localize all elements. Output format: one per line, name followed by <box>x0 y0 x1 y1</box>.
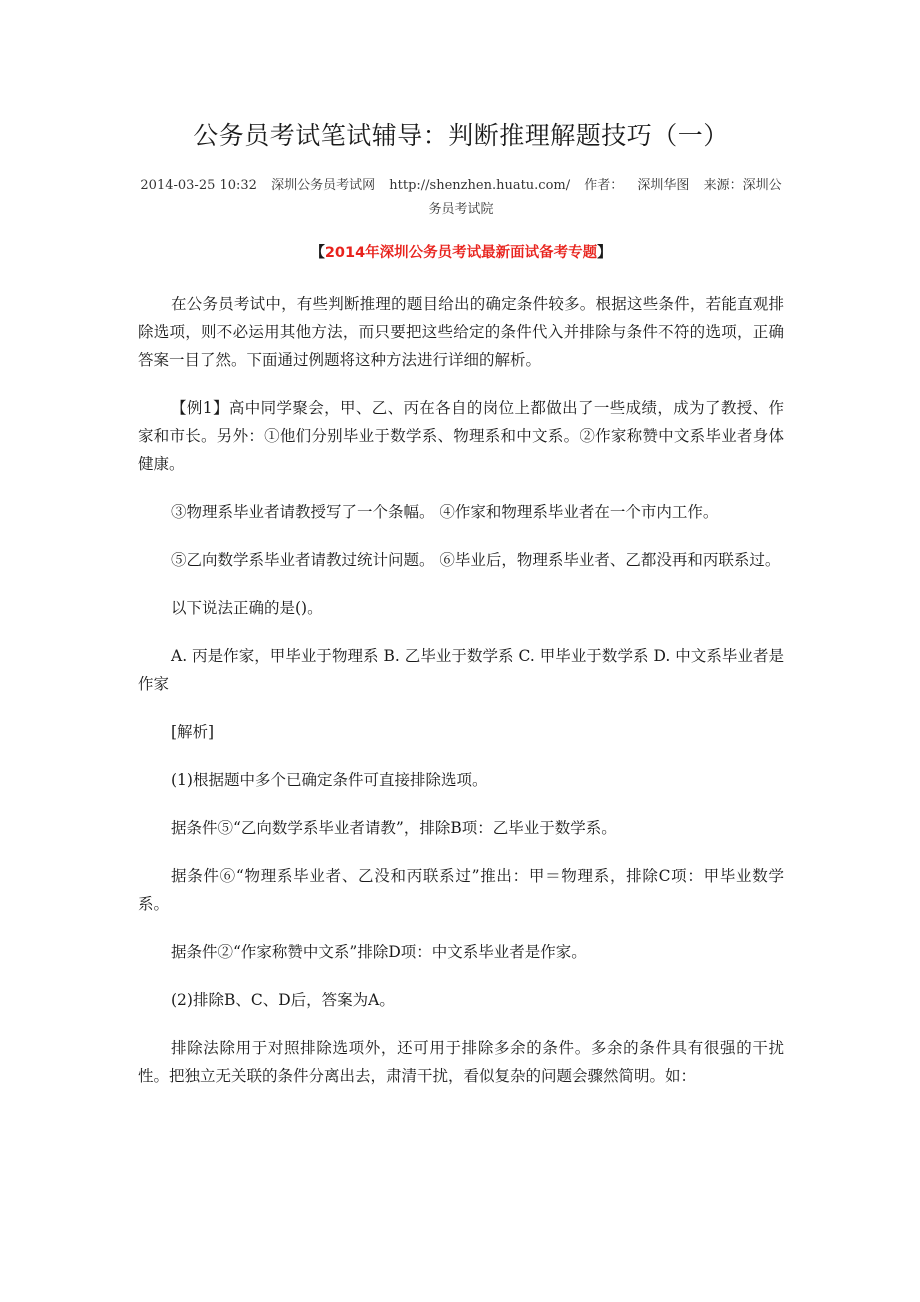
paragraph-question: 以下说法正确的是()。 <box>171 599 323 617</box>
site-url: http://shenzhen.huatu.com/ <box>389 178 571 193</box>
paragraph-condition-3-4: ③物理系毕业者请教授写了一个条幅。 ④作家和物理系毕业者在一个市内工作。 <box>171 503 719 521</box>
publish-datetime: 2014-03-25 10:32 <box>140 178 257 193</box>
site-name: 深圳公务员考试网 <box>271 178 376 193</box>
paragraph-elimination-method: 排除法除用于对照排除选项外，还可用于排除多余的条件。多余的条件具有很强的干扰性。把独立无关联的条件分离出去，肃清干扰，看似复杂的问题会骤然简明。如： <box>138 1039 784 1085</box>
author-label: 作者： <box>584 178 624 193</box>
promo-bracket-open: 【 <box>310 245 325 261</box>
paragraph-example-1: 【例1】高中同学聚会，甲、乙、丙在各自的岗位上都做出了一些成绩，成为了教授、作家和市长。另外：①他们分别毕业于数学系、物理系和中文系。②作家称赞中文系毕业者身体健康。 <box>138 399 784 473</box>
article <box>138 0 784 1090</box>
paragraph-analysis-condition-6: 据条件⑥“物理系毕业者、乙没和丙联系过”推出：甲＝物理系，排除C项：甲毕业数学系。 <box>138 867 784 913</box>
article-meta <box>138 174 784 222</box>
promo-link-line <box>138 242 784 264</box>
paragraph-analysis-step-2: (2)排除B、C、D后，答案为A。 <box>171 991 395 1009</box>
source: 来源：深圳公务员考试院 <box>428 178 782 217</box>
paragraph-analysis-condition-5: 据条件⑤“乙向数学系毕业者请教”，排除B项：乙毕业于数学系。 <box>171 819 617 837</box>
paragraph-condition-5-6: ⑤乙向数学系毕业者请教过统计问题。 ⑥毕业后，物理系毕业者、乙都没再和丙联系过。 <box>171 551 781 569</box>
paragraph-analysis-heading: [解析] <box>171 723 215 741</box>
paragraph-analysis-step-1: (1)根据题中多个已确定条件可直接排除选项。 <box>171 771 488 789</box>
promo-bracket-close: 】 <box>597 245 612 261</box>
paragraph-intro: 在公务员考试中，有些判断推理的题目给出的确定条件较多。根据这些条件，若能直观排除选项，则不必运用其他方法，而只要把这些给定的条件代入并排除与条件不符的选项，正确答案一目了然。下面通过例题将这种方法进行详细的解析。 <box>138 295 784 369</box>
paragraph-analysis-condition-2: 据条件②“作家称赞中文系”排除D项：中文系毕业者是作家。 <box>171 943 587 961</box>
paragraph-options: A. 丙是作家，甲毕业于物理系 B. 乙毕业于数学系 C. 甲毕业于数学系 D. 中文系毕业者是作家 <box>138 647 784 693</box>
promo-link[interactable]: 2014年深圳公务员考试最新面试备考专题 <box>324 245 598 261</box>
author-name: 深圳华图 <box>637 178 690 193</box>
page-title: 公务员考试笔试辅导：判断推理解题技巧（一） <box>193 121 729 150</box>
